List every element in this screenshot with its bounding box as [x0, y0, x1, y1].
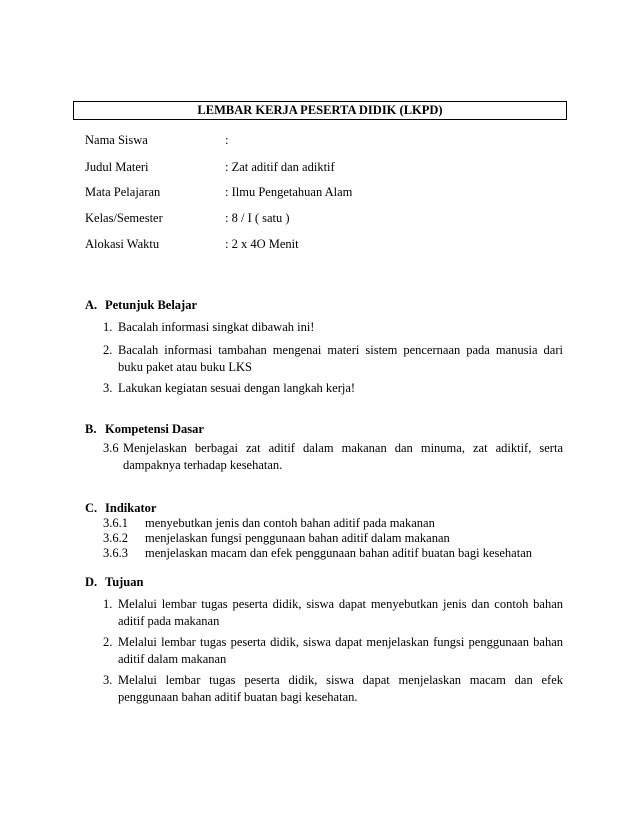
info-value: : 2 x 4O Menit — [225, 237, 299, 251]
item-number: 3.6.1 — [103, 516, 128, 530]
section-title: Indikator — [105, 501, 157, 515]
list-item — [103, 380, 563, 397]
item-text: Melalui lembar tugas peserta didik, siswa dapat menyebutkan jenis dan contoh bahan aditif pada makanan — [118, 597, 563, 628]
item-number: 2. — [103, 635, 113, 649]
info-label: Alokasi Waktu — [85, 237, 160, 251]
item-number: 3.6.3 — [103, 546, 128, 560]
section-a-heading — [85, 297, 197, 313]
item-number: 3. — [103, 381, 113, 395]
item-text: menjelaskan fungsi penggunaan bahan aditif dalam makanan — [145, 531, 450, 545]
info-label: Kelas/Semester — [85, 211, 163, 225]
info-value: : — [225, 133, 229, 147]
list-item — [103, 545, 532, 561]
list-item — [103, 634, 563, 668]
item-text: Melalui lembar tugas peserta didik, siswa dapat menjelaskan fungsi penggunaan bahan aditif dalam makanan — [118, 635, 563, 666]
item-number: 2. — [103, 343, 113, 357]
list-item — [103, 342, 563, 376]
item-text: Lakukan kegiatan sesuai dengan langkah kerja! — [118, 381, 356, 395]
info-value: : Ilmu Pengetahuan Alam — [225, 185, 353, 199]
info-label: Mata Pelajaran — [85, 185, 161, 199]
item-number: 3.6.2 — [103, 531, 128, 545]
item-text: Melalui lembar tugas peserta didik, siswa dapat menjelaskan macam dan efek penggunaan bahan aditif buatan bagi kesehatan. — [118, 673, 563, 704]
list-item — [103, 672, 563, 706]
section-letter: D. — [85, 575, 98, 589]
item-text: menyebutkan jenis dan contoh bahan aditif pada makanan — [145, 516, 435, 530]
section-letter: A. — [85, 298, 98, 312]
section-title: Petunjuk Belajar — [105, 298, 198, 312]
list-item — [103, 530, 450, 546]
info-value: : 8 / I ( satu ) — [225, 211, 290, 225]
list-item — [103, 515, 435, 531]
info-label: Judul Materi — [85, 160, 149, 174]
item-number: 1. — [103, 320, 113, 334]
section-letter: B. — [85, 422, 97, 436]
item-number: 3.6 — [103, 441, 119, 455]
section-b-heading — [85, 421, 204, 437]
item-text: menjelaskan macam dan efek penggunaan bahan aditif buatan bagi kesehatan — [145, 546, 532, 560]
list-item — [103, 319, 563, 336]
info-value: : Zat aditif dan adiktif — [225, 160, 335, 174]
page-title: LEMBAR KERJA PESERTA DIDIK (LKPD) — [73, 101, 567, 120]
section-c-heading — [85, 500, 156, 516]
item-text: Bacalah informasi singkat dibawah ini! — [118, 320, 315, 334]
list-item — [103, 596, 563, 630]
section-letter: C. — [85, 501, 98, 515]
section-d-heading — [85, 574, 143, 590]
item-number: 3. — [103, 673, 113, 687]
item-text: Bacalah informasi tambahan mengenai materi sistem pencernaan pada manusia dari buku paket atau buku LKS — [118, 343, 563, 374]
section-title: Kompetensi Dasar — [105, 422, 204, 436]
item-number: 1. — [103, 597, 113, 611]
item-text: Menjelaskan berbagai zat aditif dalam makanan dan minuma, zat adiktif, serta dampaknya terhadap kesehatan. — [123, 441, 563, 472]
section-title: Tujuan — [105, 575, 144, 589]
info-label: Nama Siswa — [85, 133, 148, 147]
list-item — [103, 440, 563, 474]
